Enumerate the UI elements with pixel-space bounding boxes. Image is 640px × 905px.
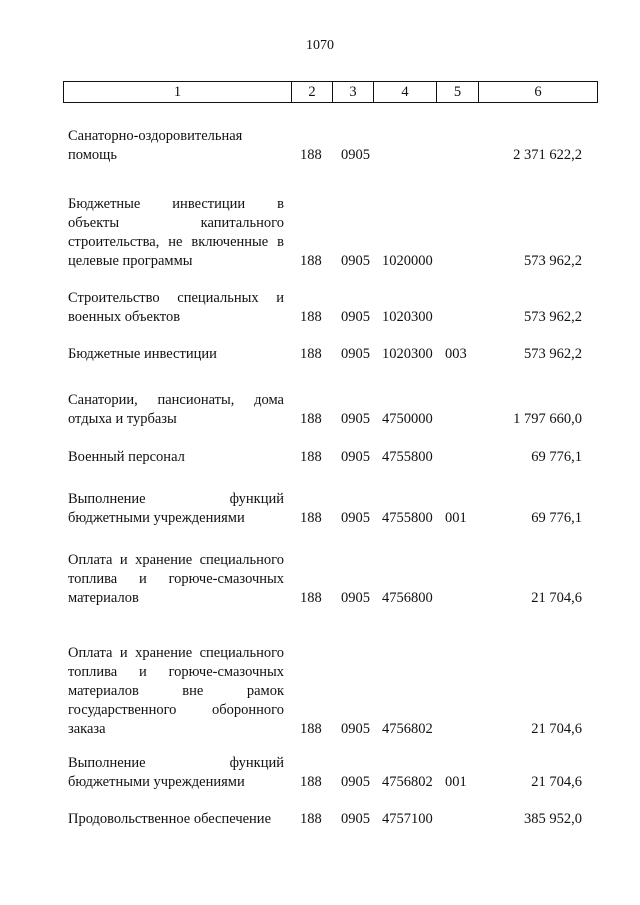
column-header-5: 5 <box>437 82 479 103</box>
row-c6: 573 962,2 <box>524 346 582 362</box>
row-c2: 188 <box>300 253 322 269</box>
row-c6: 21 704,6 <box>531 721 582 737</box>
row-name <box>68 551 284 608</box>
row-c6: 2 371 622,2 <box>513 147 582 163</box>
row-name-line: помощь <box>68 147 117 163</box>
row-c6: 573 962,2 <box>524 253 582 269</box>
row-name-line: целевые программы <box>68 253 193 269</box>
row-name <box>68 195 284 271</box>
row-c3: 0905 <box>341 774 370 790</box>
row-c3: 0905 <box>341 811 370 827</box>
row-name <box>68 754 284 792</box>
row-c2: 188 <box>300 346 322 362</box>
row-c4: 4756800 <box>382 590 433 606</box>
row-name <box>68 810 284 829</box>
row-c3: 0905 <box>341 590 370 606</box>
row-name-line: Оплата и хранение специального <box>68 645 284 661</box>
row-c6: 69 776,1 <box>531 510 582 526</box>
row-name-line: государственного оборонного <box>68 702 284 718</box>
row-c6: 1 797 660,0 <box>513 411 582 427</box>
row-name-line: материалов <box>68 590 139 606</box>
row-c3: 0905 <box>341 510 370 526</box>
row-c4: 1020000 <box>382 253 433 269</box>
row-c4: 4757100 <box>382 811 433 827</box>
row-name-line: военных объектов <box>68 309 181 325</box>
row-name-line: Оплата и хранение специального <box>68 552 284 568</box>
row-c2: 188 <box>300 774 322 790</box>
row-c2: 188 <box>300 510 322 526</box>
row-c2: 188 <box>300 309 322 325</box>
row-c3: 0905 <box>341 721 370 737</box>
row-c2: 188 <box>300 811 322 827</box>
row-c3: 0905 <box>341 411 370 427</box>
row-c5: 001 <box>445 510 467 526</box>
row-c2: 188 <box>300 590 322 606</box>
row-c3: 0905 <box>341 309 370 325</box>
row-c5: 001 <box>445 774 467 790</box>
column-header-3: 3 <box>333 82 374 103</box>
row-c4: 1020300 <box>382 346 433 362</box>
row-c3: 0905 <box>341 346 370 362</box>
row-c6: 21 704,6 <box>531 590 582 606</box>
row-c4: 4755800 <box>382 510 433 526</box>
row-name-line: Бюджетные инвестиции <box>68 346 217 362</box>
column-header-table <box>63 81 598 103</box>
row-c2: 188 <box>300 411 322 427</box>
column-header-4: 4 <box>374 82 437 103</box>
row-name <box>68 391 284 429</box>
column-header-2: 2 <box>292 82 333 103</box>
row-c4: 4755800 <box>382 449 433 465</box>
row-name-line: объекты капитального <box>68 215 284 231</box>
row-name-line: Строительство специальных и <box>68 290 284 306</box>
row-name-line: отдыха и турбазы <box>68 411 177 427</box>
row-name-line: топлива и горюче-смазочных <box>68 571 284 587</box>
row-c2: 188 <box>300 449 322 465</box>
row-name <box>68 448 284 467</box>
row-name-line: Продовольственное обеспечение <box>68 811 271 827</box>
row-c3: 0905 <box>341 253 370 269</box>
row-name-line: заказа <box>68 721 106 737</box>
row-name <box>68 644 284 739</box>
row-name <box>68 127 284 165</box>
column-header-6: 6 <box>479 82 598 103</box>
row-c6: 385 952,0 <box>524 811 582 827</box>
row-name-line: Санатории, пансионаты, дома <box>68 392 284 408</box>
row-name-line: материалов вне рамок <box>68 683 284 699</box>
column-header-1: 1 <box>64 82 292 103</box>
row-name-line: топлива и горюче-смазочных <box>68 664 284 680</box>
row-name-line: Выполнение функций <box>68 755 284 771</box>
row-c2: 188 <box>300 721 322 737</box>
row-name-line: бюджетными учреждениями <box>68 774 245 790</box>
column-header-row <box>64 82 598 103</box>
row-name-line: Выполнение функций <box>68 491 284 507</box>
row-c6: 69 776,1 <box>531 449 582 465</box>
row-name-line: строительства, не включенные в <box>68 234 284 250</box>
row-name <box>68 345 284 364</box>
row-c5: 003 <box>445 346 467 362</box>
row-c4: 4756802 <box>382 721 433 737</box>
row-name-line: бюджетными учреждениями <box>68 510 245 526</box>
row-name <box>68 289 284 327</box>
row-c4: 1020300 <box>382 309 433 325</box>
row-c3: 0905 <box>341 449 370 465</box>
row-name <box>68 490 284 528</box>
page-number: 1070 <box>306 38 334 53</box>
row-c2: 188 <box>300 147 322 163</box>
row-name-line: Бюджетные инвестиции в <box>68 196 284 212</box>
row-c6: 21 704,6 <box>531 774 582 790</box>
row-c4: 4750000 <box>382 411 433 427</box>
row-name-line: Военный персонал <box>68 449 185 465</box>
row-c6: 573 962,2 <box>524 309 582 325</box>
row-c4: 4756802 <box>382 774 433 790</box>
row-name-line: Санаторно-оздоровительная <box>68 128 243 144</box>
row-c3: 0905 <box>341 147 370 163</box>
